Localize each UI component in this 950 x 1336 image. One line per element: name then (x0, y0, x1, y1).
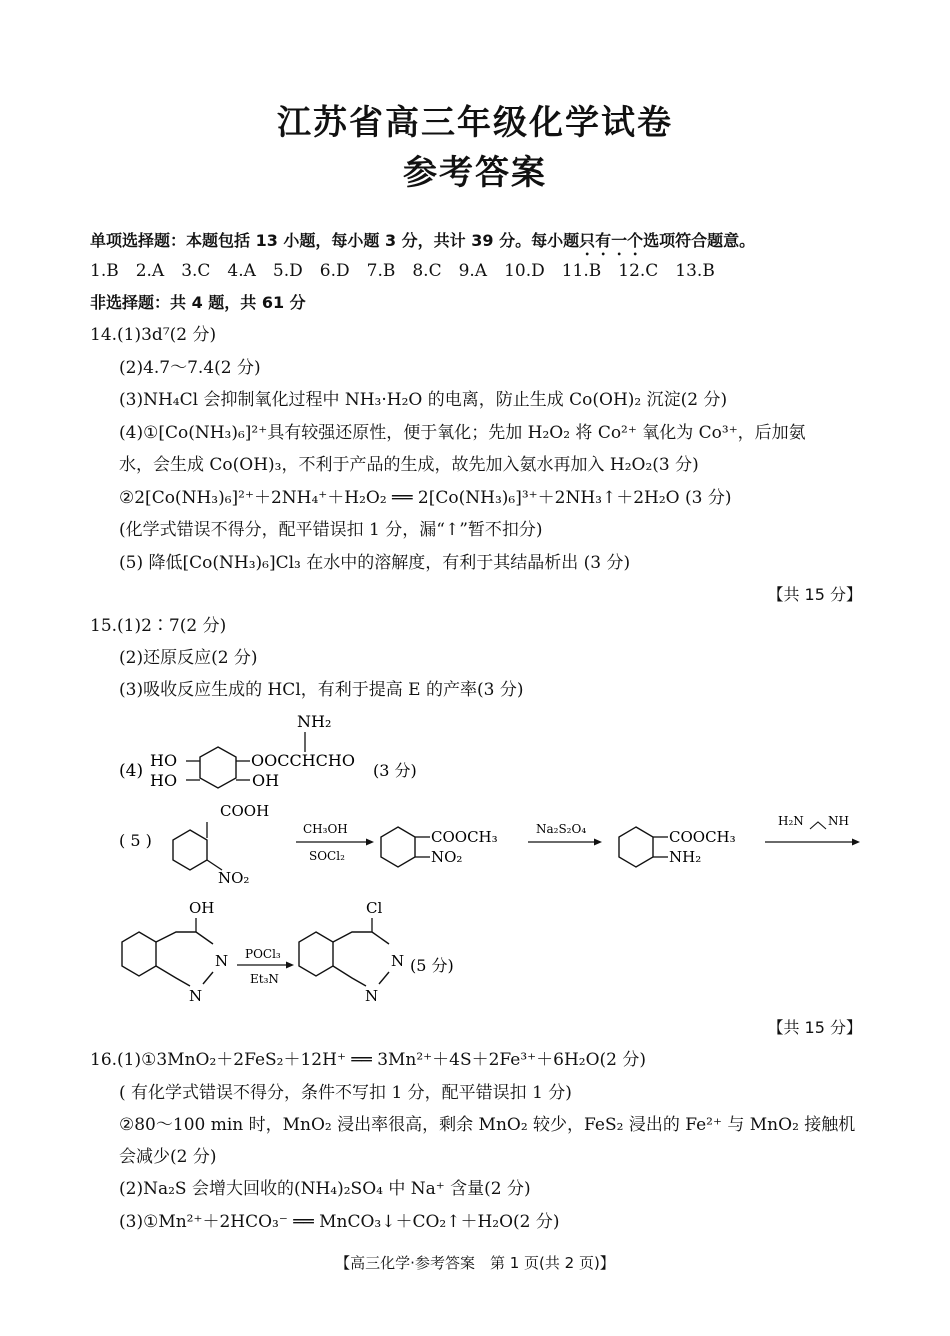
q14-line-8: (5) 降低[Co(NH₃)₆]Cl₃ 在水中的溶解度，有利于其结晶析出 (3 分) (119, 553, 631, 573)
q15-5-n-3: N (391, 952, 405, 970)
q15-5-reagent-4-bottom: Et₃N (250, 972, 279, 986)
q15-4-ho-top: HO (150, 751, 178, 770)
q14-line-5: 水，会生成 Co(OH)₃，不利于产品的生成，故先加入氨水再加入 H₂O₂(3 分) (119, 455, 699, 475)
q15-line-3: (3)吸收反应生成的 HCl，有利于提高 E 的产率(3 分) (119, 680, 524, 700)
q15-5-arrowhead-1 (366, 839, 374, 846)
q14-line-6: ②2[Co(NH₃)₆]²⁺＋2NH₄⁺＋H₂O₂ ══ 2[Co(NH₃)₆]³⁺＋2NH₃↑＋2H₂O (3 分) (119, 488, 732, 508)
q15-5-nh2: NH₂ (669, 848, 702, 866)
section1-heading (90, 229, 865, 259)
section2-heading: 非选择题：共 4 题，共 61 分 (90, 293, 306, 312)
q15-5-ring-4b-right (203, 972, 213, 984)
page-title: 江苏省高三年级化学试卷 (277, 103, 673, 143)
q15-line-2: (2)还原反应(2 分) (119, 648, 258, 668)
q15-5-ring-5b-top (333, 932, 389, 944)
q16-line-4: 会减少(2 分) (119, 1147, 217, 1167)
mc-answers: 1.B 2.A 3.C 4.A 5.D 6.D 7.B 8.C 9.A 10.D 11.B 12.C 13.B (90, 261, 715, 281)
q15-5-reagent-1-top: CH₃OH (303, 822, 348, 836)
q15-5-ring-5b-bottom (333, 966, 366, 986)
q15-5-ring-5b-right (379, 972, 389, 984)
q14-line-4: (4)①[Co(NH₃)₆]²⁺具有较强还原性，便于氧化；先加 H₂O₂ 将 Co²⁺ 氧化为 Co³⁺，后加氨 (119, 423, 806, 443)
q15-5-ring-2 (381, 827, 415, 867)
q16-line-5: (2)Na₂S 会增大回收的(NH₄)₂SO₄ 中 Na⁺ 含量(2 分) (119, 1179, 531, 1199)
q15-4-structure (0, 700, 950, 800)
q14-line-2: (2)4.7～7.4(2 分) (119, 358, 261, 378)
q16-line-2: ( 有化学式错误不得分，条件不写扣 1 分，配平错误扣 1 分) (119, 1083, 572, 1103)
q15-5-reagent-4-top: POCl₃ (245, 947, 281, 961)
q15-5-n-2: N (189, 987, 203, 1005)
q15-4-chain: OOCCHCHO (251, 751, 355, 770)
q14-total: 【共 15 分】 (767, 585, 862, 604)
q15-5-ring-4b-top (156, 932, 213, 944)
section1-heading-pre: 单项选择题：本题包括 13 小题，每小题 3 分，共计 39 分。每小题 (90, 231, 580, 250)
page-subtitle: 参考答案 (403, 153, 547, 193)
section1-heading-emph: 只有一个 (579, 231, 644, 250)
q15-5-cl: Cl (366, 899, 383, 917)
q15-4-oh: OH (252, 771, 280, 790)
q16-line-3: ②80～100 min 时，MnO₂ 浸出率很高，剩余 MnO₂ 较少，FeS₂ 浸出的 Fe²⁺ 与 MnO₂ 接触机 (119, 1115, 856, 1135)
q15-5-score: (5 分) (410, 956, 454, 975)
q15-5-reagent-3-bond (810, 822, 826, 829)
section1-heading-post: 选项符合题意。 (643, 231, 756, 250)
page-footer: 【高三化学·参考答案 第 1 页(共 2 页)】 (335, 1254, 615, 1272)
q16-line-1: 16.(1)①3MnO₂＋2FeS₂＋12H⁺ ══ 3Mn²⁺＋4S＋2Fe³⁺＋6H₂O(2 分) (90, 1050, 647, 1070)
q15-5-cooh: COOH (220, 802, 270, 820)
q15-4-ho-bottom: HO (150, 771, 178, 790)
q15-5-ring-4b-bottom (156, 966, 190, 986)
q15-5-ring-5a (299, 932, 333, 976)
q15-4-label: (4) (119, 761, 144, 781)
q15-5-n-4: N (365, 987, 379, 1005)
q15-5-no2-a: NO₂ (218, 869, 250, 887)
q15-5-n-1: N (215, 952, 229, 970)
q15-4-score: (3 分) (373, 761, 417, 780)
q14-line-1: 14.(1)3d⁷(2 分) (90, 325, 217, 345)
q15-5-reagent-1-bottom: SOCl₂ (309, 849, 345, 863)
q15-5-no2-b: NO₂ (431, 848, 463, 866)
q15-5-arrowhead-3 (852, 839, 860, 846)
q15-line-1: 15.(1)2∶7(2 分) (90, 616, 227, 636)
q15-total: 【共 15 分】 (767, 1018, 862, 1037)
q15-5-ring-3 (619, 827, 653, 867)
q15-5-cooch3-b: COOCH₃ (669, 828, 736, 846)
q15-5-arrowhead-4 (286, 962, 294, 969)
q15-5-synthesis (0, 800, 950, 1015)
q15-5-reagent-3-right: NH (828, 814, 849, 828)
q15-4-nh2: NH₂ (297, 712, 332, 731)
q15-4-benzene-ring (200, 747, 236, 788)
q15-5-reagent-2-top: Na₂S₂O₄ (536, 822, 587, 836)
q16-line-6: (3)①Mn²⁺＋2HCO₃⁻ ══ MnCO₃↓＋CO₂↑＋H₂O(2 分) (119, 1212, 560, 1232)
q15-5-label: ( 5 ) (119, 831, 152, 850)
q15-5-arrowhead-2 (594, 839, 602, 846)
q15-5-ring-1 (173, 830, 207, 870)
q15-5-cooch3-a: COOCH₃ (431, 828, 498, 846)
q15-5-oh: OH (189, 899, 215, 917)
q15-5-ring-4a (122, 932, 156, 976)
q15-5-reagent-3-left: H₂N (778, 814, 804, 828)
q14-line-7: (化学式错误不得分，配平错误扣 1 分，漏“↑”暂不扣分) (119, 520, 543, 540)
q14-line-3: (3)NH₄Cl 会抑制氧化过程中 NH₃·H₂O 的电离，防止生成 Co(OH)₂ 沉淀(2 分) (119, 390, 728, 410)
